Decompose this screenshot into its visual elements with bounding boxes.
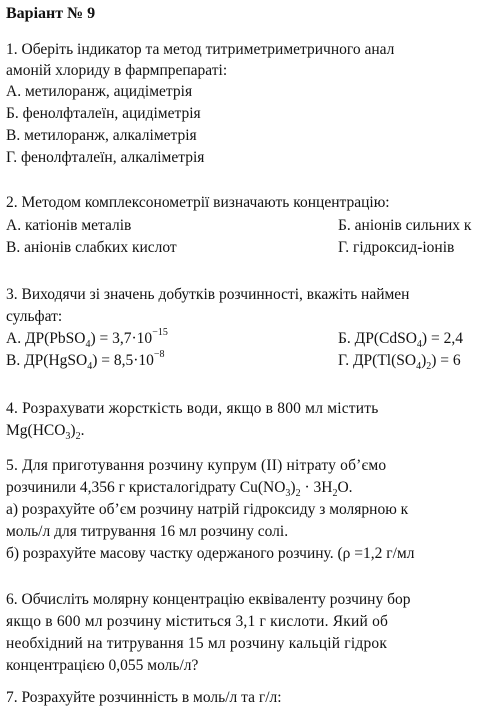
q6-text-line-2: якщо в 600 мл розчину міститься 3,1 г кислоти. Який об — [6, 613, 389, 630]
q2-option-d: Г. гідроксид-іонів — [338, 239, 455, 256]
q1-option-c: В. метилоранж, алкаліметрія — [6, 127, 197, 144]
q1-text-line-2: амоній хлориду в фармпрепараті: — [6, 62, 228, 79]
q5-text-line-3: а) розрахуйте об’єм розчину натрій гідроксиду з молярною к — [6, 501, 409, 518]
q2-option-b: Б. аніонів сильних к — [338, 217, 472, 234]
q1-option-d: Г. фенолфталеїн, алкаліметрія — [6, 149, 205, 166]
q5-text-line-4: моль/л для титрування 16 мл розчину солі. — [6, 523, 289, 540]
q5-text-line-2: розчинили 4,356 г кристалогідрату $Cu(NO_3)_2 \cdot 3H_2O$. — [6, 479, 353, 500]
q7-text-line-1: 7. Розрахуйте розчинність в моль/л та г/л: — [6, 689, 282, 706]
q1-text-line-1: 1. Оберіть індикатор та метод титриметриметричного анал — [6, 41, 395, 58]
q1-option-b: Б. фенолфталеїн, ацидіметрія — [6, 105, 201, 122]
q3-text-line-2: сульфат: — [6, 308, 63, 325]
variant-title: Варіант № 9 — [6, 5, 96, 22]
q5-text-line-1: 5. Для приготування розчину купрум (ІІ) нітрату об’ємо — [6, 457, 387, 474]
q3-option-a: А. ДР(PbSO$_4$) = $3,7\cdot 10^{-15}$ — [6, 326, 168, 351]
q6-text-line-4: концентрацією 0,055 моль/л? — [6, 657, 199, 674]
q2-option-c: В. аніонів слабких кислот — [6, 239, 177, 256]
q6-text-line-3: необхідний на титрування 15 мл розчину кальцій гідрок — [6, 635, 388, 652]
q3-option-d: Г. $ДР(Tl(SO_4)_2) = 6$ — [338, 352, 461, 373]
q6-text-line-1: 6. Обчисліть молярну концентрацію еквіваленту розчину бор — [6, 591, 411, 608]
q5-text-line-5: б) розрахуйте масову частку одержаного розчину. (ρ =1,2 г/мл — [6, 545, 415, 562]
q3-option-c: В. ДР(HgSO$_4$) = $8,5\cdot 10^{-8}$ — [6, 348, 165, 373]
q2-text-line-1: 2. Методом комплексонометрії визначають концентрацію: — [6, 194, 390, 211]
q3-text-line-1: 3. Виходячи зі значень добутків розчинності, вкажіть наймен — [6, 286, 410, 303]
q4-text-line-2: $Mg(HCO_3)_2$. — [6, 422, 85, 443]
q2-option-a: А. катіонів металів — [6, 217, 132, 234]
q1-option-a: А. метилоранж, ацидіметрія — [6, 83, 193, 100]
q4-text-line-1: 4. Розрахувати жорсткість води, якщо в 800 мл містить — [6, 400, 379, 417]
q3-option-b: Б. ДР(CdSO$_4$) = 2,4 — [338, 330, 463, 351]
